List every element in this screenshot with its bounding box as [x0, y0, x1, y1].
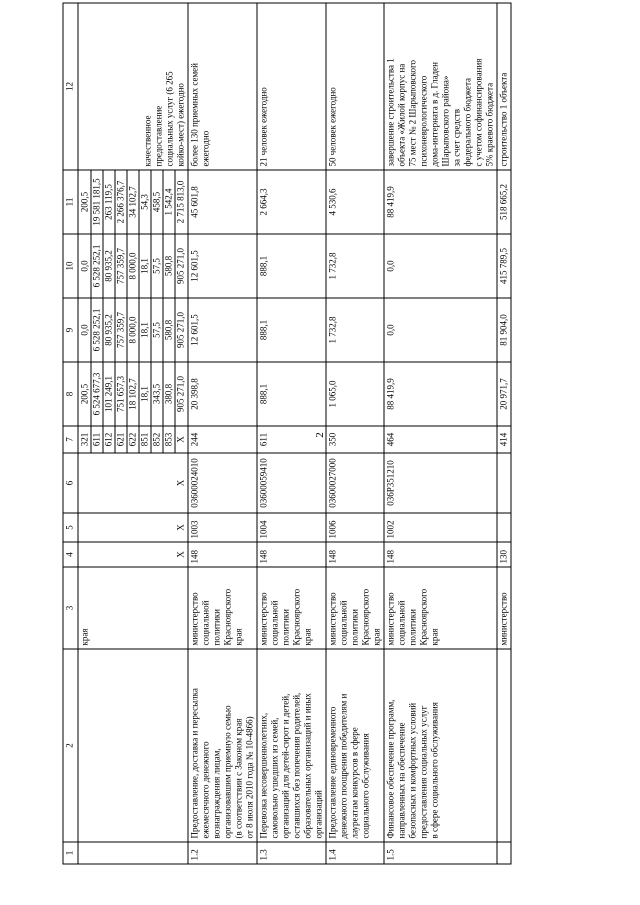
cell-line: края — [302, 628, 313, 646]
table-sheet — [63, 40, 579, 865]
sub-value: 18,1 — [139, 299, 151, 362]
cell-line: завершение строительства 1 — [385, 58, 396, 167]
cell-grbs: 148 — [384, 542, 497, 567]
cell-csr: 036P351210 — [384, 453, 497, 513]
sub-value: 18 102,7 — [127, 363, 139, 426]
cell-line: предоставления социальных услуг — [418, 705, 429, 839]
sub-value: 580,8 — [163, 299, 175, 362]
result-line: качественное — [142, 115, 153, 167]
cell-csr: 03600059410 — [257, 453, 326, 513]
cell-total: 518 665,2 — [497, 170, 511, 234]
sub-value: 6 528 252,1 — [91, 235, 103, 298]
cell-line: ежемесячного денежного — [200, 741, 211, 839]
cell-num: 1.4 — [326, 842, 384, 864]
sub-value: 621 — [115, 427, 127, 453]
cell-year2: 0,0 — [384, 298, 497, 362]
cell-year2: 12 601,5 — [188, 298, 257, 362]
cell-year1: 1 065,0 — [326, 362, 384, 426]
cell-total: 45 601,8 — [188, 170, 257, 234]
cell-line: министерство — [498, 592, 509, 646]
cell-line: социальной — [338, 600, 349, 646]
cell-grbs: 130 — [497, 542, 511, 567]
sub-value: 622 — [127, 427, 139, 453]
sub-value: 2 715 813,0 — [175, 171, 187, 234]
cell-line: организаций для детей-сирот и детей, — [280, 693, 291, 839]
result-line: предоставление — [153, 105, 164, 167]
header-cell: 9 — [63, 298, 78, 362]
sub-value: 580,8 — [163, 235, 175, 298]
cell-line: министерство — [189, 592, 200, 646]
cell-total-list — [78, 170, 188, 234]
cell-line: края — [233, 628, 244, 646]
cell-line: Предоставление единовременного — [327, 706, 338, 839]
cell-executor — [257, 567, 326, 649]
cell-line: безопасных и комфортных условий — [407, 702, 418, 839]
cell-total: 2 664,3 — [257, 170, 326, 234]
header-cell: 3 — [63, 567, 78, 649]
cell-line: министерство — [385, 592, 396, 646]
result-line: социальных услуг (6 265 — [164, 71, 175, 167]
cell-year2: 81 904,0 — [497, 298, 511, 362]
sub-value: 853 — [163, 427, 175, 453]
cell-vr: 464 — [384, 426, 497, 453]
cell-line: вознаграждения лицам, — [211, 748, 222, 839]
sub-value: 80 935,2 — [103, 299, 115, 362]
cell-line: за счет средств — [451, 109, 462, 167]
cell-num: 1.5 — [384, 842, 497, 864]
header-cell: 8 — [63, 362, 78, 426]
cell-line: денежного поощрения победителям и — [338, 693, 349, 839]
cell-executor — [384, 567, 497, 649]
cell-line: психоневрологического — [418, 75, 429, 167]
cell-name — [326, 649, 384, 842]
cell-num: 1.2 — [188, 842, 257, 864]
sub-value: 200,5 — [79, 383, 90, 405]
table-row — [326, 3, 384, 864]
cell-line: (в соответствии с Законом края — [233, 718, 244, 839]
cell-vr-list — [78, 426, 188, 453]
cell-line: министерство — [327, 592, 338, 646]
cell-executor — [497, 567, 511, 649]
cell-line: политики — [280, 609, 291, 646]
cell-line: 75 мест № 2 Шарыповского — [407, 60, 418, 167]
sub-value: 905 271,0 — [175, 235, 187, 298]
sub-value: 905 271,0 — [175, 299, 187, 362]
header-cell: 4 — [63, 542, 78, 567]
sub-value: 57,5 — [151, 299, 163, 362]
cell-grbs: 148 — [188, 542, 257, 567]
cell-line: 5% краевого бюджета — [484, 82, 495, 167]
cell-vr: 414 — [497, 426, 511, 453]
header-cell: 2 — [63, 649, 78, 842]
table-row — [497, 3, 511, 864]
sub-value: 57,5 — [151, 235, 163, 298]
cell-grbs: 148 — [257, 542, 326, 567]
cell-line: политики — [211, 609, 222, 646]
cell-line: Красноярского — [291, 588, 302, 646]
cell-year1: 888,1 — [257, 362, 326, 426]
cell-num — [497, 842, 511, 864]
sub-value: 6 528 252,1 — [91, 299, 103, 362]
table-row — [257, 3, 326, 864]
cell-year1: 88 419,9 — [384, 362, 497, 426]
sub-value: 1 542,4 — [163, 171, 175, 234]
cell-line: организаций — [313, 790, 324, 839]
cell-line: оставшихся без попечения родителей, — [291, 692, 302, 839]
cell-line: Красноярского — [222, 588, 233, 646]
sub-value: 343,5 — [151, 363, 163, 426]
cell-line: министерство — [258, 592, 269, 646]
header-cell: 10 — [63, 234, 78, 298]
cell-line: Шарыповского района» — [440, 75, 451, 167]
cell-executor — [326, 567, 384, 649]
cell-result — [188, 3, 257, 170]
cell-line: федерального бюджета — [462, 77, 473, 167]
sub-value: 263 119,5 — [103, 171, 115, 234]
sub-value: 851 — [139, 427, 151, 453]
table-row — [384, 3, 497, 864]
table-row — [188, 3, 257, 864]
cell-rzpr — [497, 513, 511, 542]
cell-line: объекта «Жилой корпус на — [396, 63, 407, 167]
sub-value: 2 266 376,7 — [115, 171, 127, 234]
sub-value: 751 657,3 — [115, 363, 127, 426]
cell-line: Финансовое обеспечение программ, — [385, 699, 396, 839]
cell-line: ежегодно — [200, 130, 211, 167]
sub-value: 54,3 — [139, 171, 151, 234]
cell-num — [78, 842, 188, 864]
sub-value: 6 524 677,3 — [91, 363, 103, 426]
cell-executor: края — [78, 567, 188, 649]
cell-num: 1.3 — [257, 842, 326, 864]
cell-line: Красноярского — [418, 588, 429, 646]
result-line: койко-мест) ежегодно — [175, 83, 186, 167]
cell-line: Предоставление, доставка и пересылка — [189, 688, 200, 839]
cell-rzpr: 1003 — [188, 513, 257, 542]
cell-name — [188, 649, 257, 842]
cell-vr: 244 — [188, 426, 257, 453]
sub-value: 321 — [79, 432, 90, 447]
header-row — [63, 3, 78, 864]
sub-value: 18,1 — [139, 235, 151, 298]
cell-rzpr: X — [78, 513, 188, 542]
table-row-continuation — [78, 3, 188, 864]
sub-value: 80 935,2 — [103, 235, 115, 298]
cell-line: 21 человек ежегодно — [258, 87, 269, 167]
cell-line: края — [429, 628, 440, 646]
cell-result — [257, 3, 326, 170]
sub-value: 458,5 — [151, 171, 163, 234]
sub-value: 380,8 — [163, 363, 175, 426]
cell-line: в сфере социального обслуживания — [429, 702, 440, 839]
cell-line: самовольно ушедших из семей, — [269, 717, 280, 839]
cell-vr: 611 — [257, 426, 326, 453]
cell-line: с учетом софинансирования — [473, 58, 484, 167]
cell-line: политики — [407, 609, 418, 646]
cell-name — [78, 649, 188, 842]
cell-line: организовавшим приемную семью — [222, 705, 233, 839]
sub-value: 611 — [91, 427, 103, 453]
cell-name — [384, 649, 497, 842]
cell-year1: 20 398,8 — [188, 362, 257, 426]
cell-rzpr: 1006 — [326, 513, 384, 542]
cell-year3: 415 789,5 — [497, 234, 511, 298]
cell-total: 4 530,6 — [326, 170, 384, 234]
cell-line: более 130 приемных семей — [189, 63, 200, 167]
cell-year3: 888,1 — [257, 234, 326, 298]
sub-value: 905 271,0 — [175, 363, 187, 426]
cell-result — [497, 3, 511, 170]
cell-line: лауреатам конкурсов в сфере — [349, 727, 360, 839]
cell-line: Красноярского — [360, 588, 371, 646]
cell-result — [326, 3, 384, 170]
cell-executor — [188, 567, 257, 649]
cell-year2: 1 732,8 — [326, 298, 384, 362]
cell-year3: 12 601,5 — [188, 234, 257, 298]
sub-value: X — [175, 427, 187, 453]
cell-total: 88 419,9 — [384, 170, 497, 234]
cell-csr: X — [78, 453, 188, 513]
cell-vr: 350 — [326, 426, 384, 453]
cell-line: социального обслуживания — [360, 733, 371, 839]
program-table — [63, 3, 512, 865]
cell-line: образовательных организаций и иных — [302, 693, 313, 839]
cell-name — [497, 649, 511, 842]
cell-year3: 1 732,8 — [326, 234, 384, 298]
sub-value: 200,5 — [79, 191, 90, 213]
sub-value: 0,0 — [79, 324, 90, 336]
sub-value: 612 — [103, 427, 115, 453]
sub-value: 18,1 — [139, 363, 151, 426]
cell-rzpr: 1004 — [257, 513, 326, 542]
cell-line: 50 человек ежегодно — [327, 87, 338, 167]
sub-value: 101 249,1 — [103, 363, 115, 426]
cell-year1: 20 971,7 — [497, 362, 511, 426]
cell-rzpr: 1002 — [384, 513, 497, 542]
cell-line: социальной — [269, 600, 280, 646]
cell-csr: 03600024010 — [188, 453, 257, 513]
header-cell: 11 — [63, 170, 78, 234]
header-cell: 12 — [63, 3, 78, 170]
header-cell: 1 — [63, 842, 78, 864]
header-cell: 7 — [63, 426, 78, 453]
cell-line: края — [371, 628, 382, 646]
cell-line: дома-интерната в д. Гладен — [429, 62, 440, 167]
cell-line: социальной — [200, 600, 211, 646]
cell-year3-list — [78, 234, 188, 298]
cell-name — [257, 649, 326, 842]
sub-value: 757 359,7 — [115, 299, 127, 362]
sub-value: 19 581 181,5 — [91, 171, 103, 234]
cell-csr: 03600027000 — [326, 453, 384, 513]
cell-csr — [497, 453, 511, 513]
cell-result — [78, 3, 188, 170]
sub-value: 8 000,0 — [127, 235, 139, 298]
cell-grbs: X — [78, 542, 188, 567]
cell-year3: 0,0 — [384, 234, 497, 298]
cell-line: Перевозка несовершеннолетних, — [258, 712, 269, 839]
cell-year2: 888,1 — [257, 298, 326, 362]
sub-value: 8 000,0 — [127, 299, 139, 362]
cell-year2-list — [78, 298, 188, 362]
cell-line: строительство 1 объекта — [498, 72, 509, 167]
sub-value: 757 359,7 — [115, 235, 127, 298]
sub-value: 852 — [151, 427, 163, 453]
cell-line: от 8 июля 2010 года № 10-4866) — [244, 716, 255, 839]
sub-value: 34 102,7 — [127, 171, 139, 234]
cell-line: направленных на обеспечение — [396, 722, 407, 839]
header-cell: 5 — [63, 513, 78, 542]
page-number: 2 — [314, 432, 326, 438]
cell-year1-list — [78, 362, 188, 426]
sub-value: 0,0 — [79, 260, 90, 272]
cell-result — [384, 3, 497, 170]
cell-line: политики — [349, 609, 360, 646]
header-cell: 6 — [63, 453, 78, 513]
cell-grbs: 148 — [326, 542, 384, 567]
table-body — [63, 3, 511, 864]
cell-line: социальной — [396, 600, 407, 646]
